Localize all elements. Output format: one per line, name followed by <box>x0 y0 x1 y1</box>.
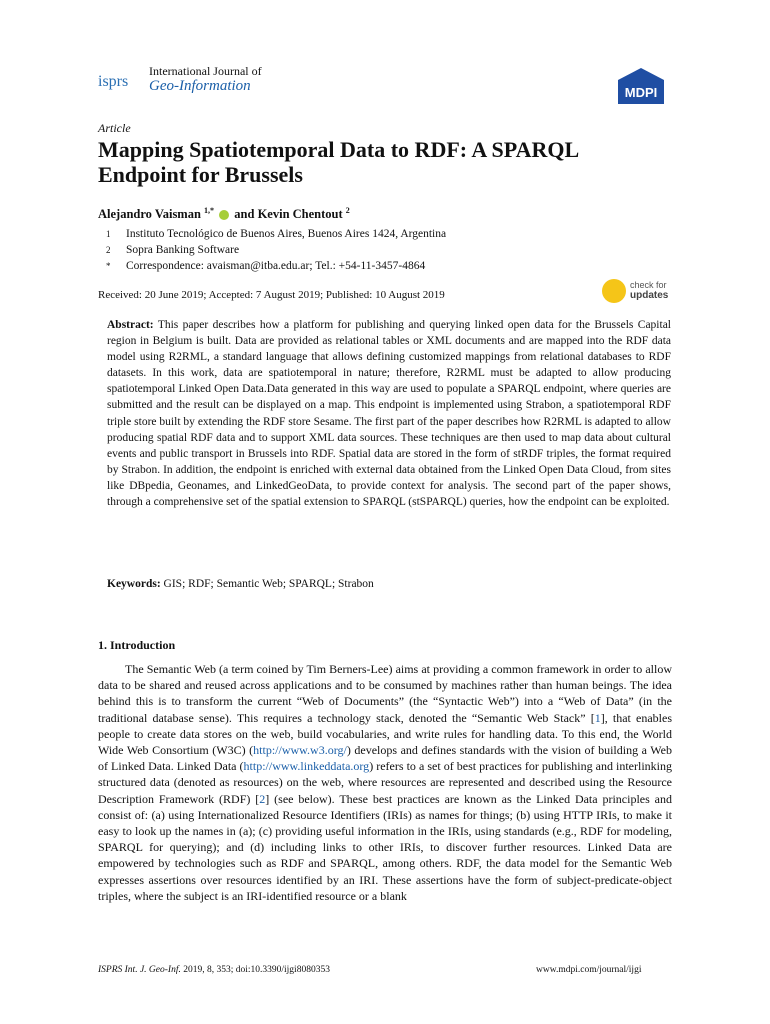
citation-link[interactable]: 1 <box>594 710 601 725</box>
paragraph-text: ) develops and defines standards with the vision of building a Web of Linked Data. Linked Data ( <box>98 743 672 774</box>
paragraph-text: ) refers to a set of best practices for publishing and interlinking structured data (denoted as resources) on the web, where resources are represented and described using the Resource Description Framework (RDF) [ <box>98 759 672 806</box>
paragraph-text: ] (see below). These best practices are known as the Linked Data principles and consist of: (a) using Internationalized Resource Identifiers (IRIs) as names for things; (b) using HTTP IRIs, to make it easy to look up the names in (a); (c) providing useful information in the IRIs, using standards (e.g., RDF for modeling, SPARQL for querying); and (d) including links to other IRIs, to discover further resources. Linked Data are empowered by technologies such as RDF and SPARQL, among others. RDF, the data model for the Semantic Web expresses assertions over resources identified by an IRI. These assertions have the form of subject-predicate-object triples, where the subject is an IRI-identified resource or a blank <box>98 791 672 903</box>
abstract-label: Abstract: <box>107 319 154 331</box>
abstract <box>107 317 671 510</box>
correspondence-text: Correspondence: avaisman@itba.edu.ar; Tel.: +54-11-3457-4864 <box>126 260 426 272</box>
keywords <box>107 578 671 590</box>
author-affiliation-mark: 2 <box>345 206 350 215</box>
publication-dates: Received: 20 June 2019; Accepted: 7 August 2019; Published: 10 August 2019 <box>98 289 445 301</box>
affiliation-text: Instituto Tecnológico de Buenos Aires, Buenos Aires 1424, Argentina <box>126 228 447 240</box>
journal-name-line2: Geo-Information <box>149 78 251 94</box>
orcid-icon[interactable] <box>219 210 229 220</box>
affiliation-row <box>98 226 446 242</box>
w3c-link[interactable]: http://www.w3.org/ <box>253 743 347 758</box>
footer-journal-abbrev: ISPRS Int. J. Geo-Inf. <box>98 965 181 975</box>
keywords-text: GIS; RDF; Semantic Web; SPARQL; Strabon <box>163 578 374 590</box>
author-list <box>98 206 350 222</box>
abstract-text: This paper describes how a platform for publishing and querying linked open data for the Brussels Capital region in Belgium is built. Data are provided as relational tables or XML documents and are mapped into the RDF data model using R2RML, a standard language that allows defining customized mappings from relational databases to RDF datasets. In this work, data are spatiotemporal in nature; therefore, R2RML must be adapted to allow producing spatiotemporal Linked Open Data.Data generated in this way are used to populate a SPARQL endpoint, where queries are submitted and the result can be displayed on a map. This endpoint is implemented using Strabon, a spatiotemporal RDF triple store built by extending the RDF store Sesame. The first part of the paper describes how R2RML is adapted to allow producing spatial RDF data and to support XML data sources. These techniques are then used to map data about cultural events and public transport in Brussels into RDF. Spatial data are stored in the form of stRDF triples, the format required by Strabon. In addition, the endpoint is enriched with external data obtained from the Linked Open Data Cloud, from sites like DBpedia, Geonames, and LinkedGeoData, to provide context for analysis. The second part of the paper shows, through a comprehensive set of the spatial extension to SPARQL (stSPARQL) queries, how the endpoint can be exploited. <box>107 319 671 509</box>
footer-journal-url[interactable]: www.mdpi.com/journal/ijgi <box>536 965 642 975</box>
affiliation-mark: 1 <box>106 229 111 239</box>
paragraph-text: The Semantic Web (a term coined by Tim Berners-Lee) aims at providing a common framework in order to allow data to be shared and reused across applications and to be consumed by machines rather than human beings. The idea behind this is to transform the current “Web of Documents” (the “Syntactic Web”) into a “Web of Data” (in the traditional database sense). This requires a technology stack, denoted the “Semantic Web Stack” [ <box>98 662 672 725</box>
mdpi-logo <box>614 66 668 106</box>
footer-citation-text: 2019, 8, 353; doi:10.3390/ijgi8080353 <box>183 965 330 975</box>
article-type: Article <box>98 121 131 135</box>
updates-badge-icon <box>602 279 626 303</box>
section-heading: 1. Introduction <box>98 638 176 652</box>
svg-text:MDPI: MDPI <box>624 85 658 100</box>
updates-label-line1: check for <box>630 280 667 290</box>
author-name: Alejandro Vaisman <box>98 207 201 222</box>
affiliation-text: Sopra Banking Software <box>126 244 240 256</box>
footer-citation <box>98 965 330 975</box>
keywords-label: Keywords: <box>107 578 161 590</box>
article-title: Mapping Spatiotemporal Data to RDF: A SPARQL Endpoint for Brussels <box>98 137 578 187</box>
svg-text:isprs: isprs <box>98 73 129 90</box>
author-join: and <box>234 207 255 222</box>
check-for-updates-button[interactable] <box>602 278 674 304</box>
paragraph-text: ], that enables people to create data stores on the web, build vocabularies, and write rules for handling data. To this end, the World Wide Web Consortium (W3C) ( <box>98 710 672 758</box>
citation-link[interactable]: 2 <box>259 791 266 806</box>
author-affiliation-mark: 1,* <box>204 206 215 215</box>
affiliation-row <box>98 242 446 258</box>
linkeddata-link[interactable]: http://www.linkeddata.org <box>243 759 370 774</box>
affiliation-mark: * <box>106 261 111 271</box>
affiliation-row <box>98 258 446 274</box>
isprs-logo <box>98 70 146 92</box>
updates-label-line2: updates <box>630 290 669 301</box>
intro-paragraph <box>98 661 672 904</box>
affiliation-mark: 2 <box>106 245 111 255</box>
affiliations <box>98 226 446 274</box>
journal-name-line1: International Journal of <box>149 64 262 78</box>
author-name: Kevin Chentout <box>257 207 343 222</box>
